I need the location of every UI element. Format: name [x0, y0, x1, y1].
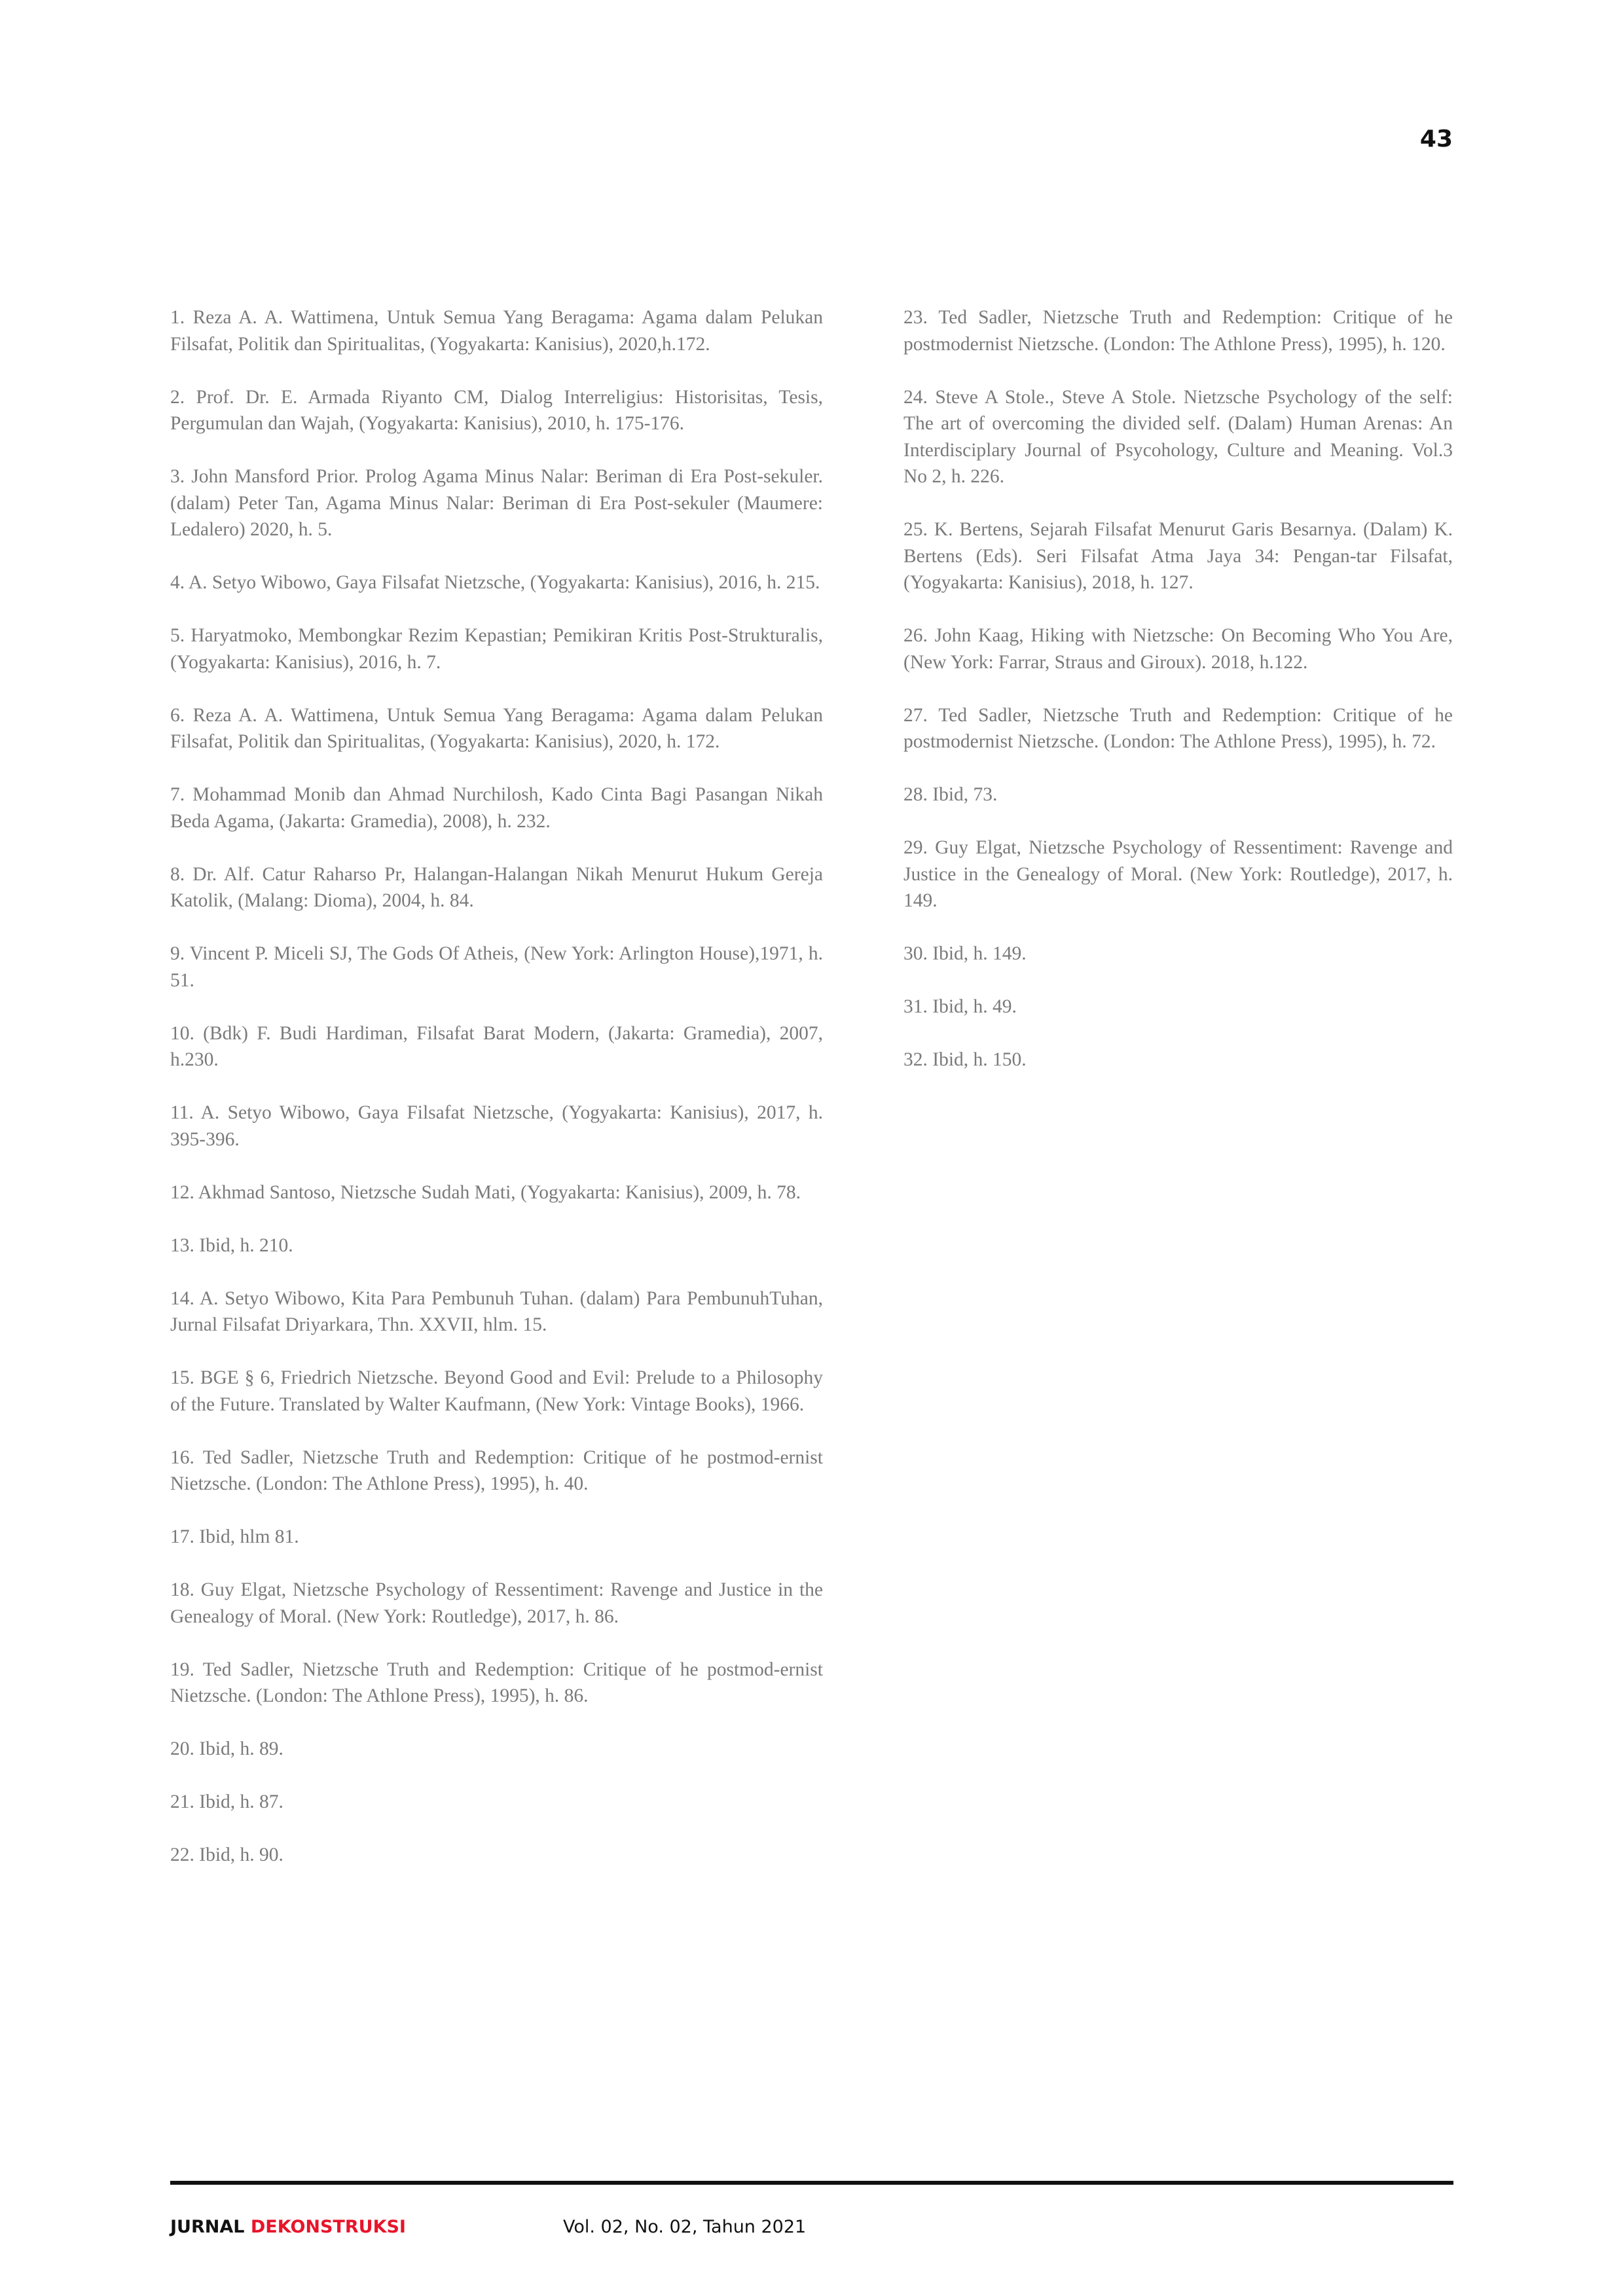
endnote: 29. Guy Elgat, Nietzsche Psychology of Ressentiment: Ravenge and Justice in the Genealogy of Moral. (New York: Routledge), 2017, h. 149. [903, 837, 1453, 911]
endnote: 23. Ted Sadler, Nietzsche Truth and Redemption: Critique of he postmodernist Nietzsche. (London: The Athlone Press), 1995), h. 120. [903, 307, 1453, 355]
endnotes-left-column [170, 304, 823, 1895]
endnote: 3. John Mansford Prior. Prolog Agama Minus Nalar: Beriman di Era Post-sekuler. (dalam) Peter Tan, Agama Minus Nalar: Beriman di Era Post-sekuler (Maumere: Ledalero) 2020, h. 5. [170, 466, 823, 540]
footer-divider [170, 2181, 1453, 2185]
endnote: 8. Dr. Alf. Catur Raharso Pr, Halangan-Halangan Nikah Menurut Hukum Gereja Katolik, (Malang: Dioma), 2004, h. 84. [170, 863, 823, 911]
page-number: 43 [1419, 126, 1453, 152]
endnote: 5. Haryatmoko, Membongkar Rezim Kepastian; Pemikiran Kritis Post-Strukturalis, (Yogyakarta: Kanisius), 2016, h. 7. [170, 625, 823, 673]
endnote: 30. Ibid, h. 149. [903, 943, 1027, 964]
endnote: 4. A. Setyo Wibowo, Gaya Filsafat Nietzsche, (Yogyakarta: Kanisius), 2016, h. 215. [170, 572, 820, 593]
endnote: 20. Ibid, h. 89. [170, 1738, 283, 1759]
endnote: 14. A. Setyo Wibowo, Kita Para Pembunuh Tuhan. (dalam) Para PembunuhTuhan, Jurnal Filsafat Driyarkara, Thn. XXVII, hlm. 15. [170, 1287, 823, 1335]
endnote: 28. Ibid, 73. [903, 784, 998, 805]
endnote: 9. Vincent P. Miceli SJ, The Gods Of Atheis, (New York: Arlington House),1971, h. 51. [170, 943, 823, 991]
endnote: 11. A. Setyo Wibowo, Gaya Filsafat Nietzsche, (Yogyakarta: Kanisius), 2017, h. 395-396. [170, 1102, 823, 1150]
endnote: 19. Ted Sadler, Nietzsche Truth and Redemption: Critique of he postmod-ernist Nietzsche. (London: The Athlone Press), 1995), h. 86. [170, 1659, 823, 1706]
endnote: 24. Steve A Stole., Steve A Stole. Nietzsche Psychology of the self: The art of overcoming the divided self. (Dalam) Human Arenas: An Interdisciplary Journal of Psycohology, Culture and Meaning. Vol.3 No 2, h. 226. [903, 386, 1453, 487]
journal-prefix: JURNAL [170, 2217, 245, 2237]
journal-brand: DEKONSTRUKSI [250, 2217, 406, 2237]
endnote: 31. Ibid, h. 49. [903, 996, 1017, 1017]
endnote: 12. Akhmad Santoso, Nietzsche Sudah Mati, (Yogyakarta: Kanisius), 2009, h. 78. [170, 1181, 801, 1203]
endnote: 1. Reza A. A. Wattimena, Untuk Semua Yang Beragama: Agama dalam Pelukan Filsafat, Politik dan Spiritualitas, (Yogyakarta: Kanisius), 2020,h.172. [170, 307, 823, 355]
endnote: 10. (Bdk) F. Budi Hardiman, Filsafat Barat Modern, (Jakarta: Gramedia), 2007, h.230. [170, 1022, 823, 1070]
endnote: 26. John Kaag, Hiking with Nietzsche: On Becoming Who You Are, (New York: Farrar, Straus and Giroux). 2018, h.122. [903, 625, 1453, 673]
endnote: 22. Ibid, h. 90. [170, 1844, 283, 1865]
endnote: 15. BGE § 6, Friedrich Nietzsche. Beyond Good and Evil: Prelude to a Philosophy of the Future. Translated by Walter Kaufmann, (New York: Vintage Books), 1966. [170, 1367, 823, 1415]
endnote: 16. Ted Sadler, Nietzsche Truth and Redemption: Critique of he postmod-ernist Nietzsche. (London: The Athlone Press), 1995), h. 40. [170, 1446, 823, 1494]
endnote: 27. Ted Sadler, Nietzsche Truth and Redemption: Critique of he postmodernist Nietzsche. (London: The Athlone Press), 1995), h. 72. [903, 704, 1453, 752]
endnote: 21. Ibid, h. 87. [170, 1791, 283, 1812]
endnotes-right-column [903, 304, 1453, 1100]
volume-info: Vol. 02, No. 02, Tahun 2021 [563, 2217, 807, 2237]
endnote: 6. Reza A. A. Wattimena, Untuk Semua Yang Beragama: Agama dalam Pelukan Filsafat, Politik dan Spiritualitas, (Yogyakarta: Kanisius), 2020, h. 172. [170, 704, 823, 752]
endnote: 7. Mohammad Monib dan Ahmad Nurchilosh, Kado Cinta Bagi Pasangan Nikah Beda Agama, (Jakarta: Gramedia), 2008), h. 232. [170, 784, 823, 832]
endnote: 18. Guy Elgat, Nietzsche Psychology of Ressentiment: Ravenge and Justice in the Genealogy of Moral. (New York: Routledge), 2017, h. 86. [170, 1579, 823, 1627]
journal-name [170, 2217, 406, 2237]
endnote: 13. Ibid, h. 210. [170, 1234, 293, 1256]
endnote: 25. K. Bertens, Sejarah Filsafat Menurut Garis Besarnya. (Dalam) K. Bertens (Eds). Seri Filsafat Atma Jaya 34: Pengan-tar Filsafat, (Yogyakarta: Kanisius), 2018, h. 127. [903, 519, 1453, 593]
endnote: 17. Ibid, hlm 81. [170, 1526, 299, 1547]
endnote: 32. Ibid, h. 150. [903, 1049, 1027, 1070]
endnote: 2. Prof. Dr. E. Armada Riyanto CM, Dialog Interreligius: Historisitas, Tesis, Pergumulan dan Wajah, (Yogyakarta: Kanisius), 2010, h. 175-176. [170, 386, 823, 434]
